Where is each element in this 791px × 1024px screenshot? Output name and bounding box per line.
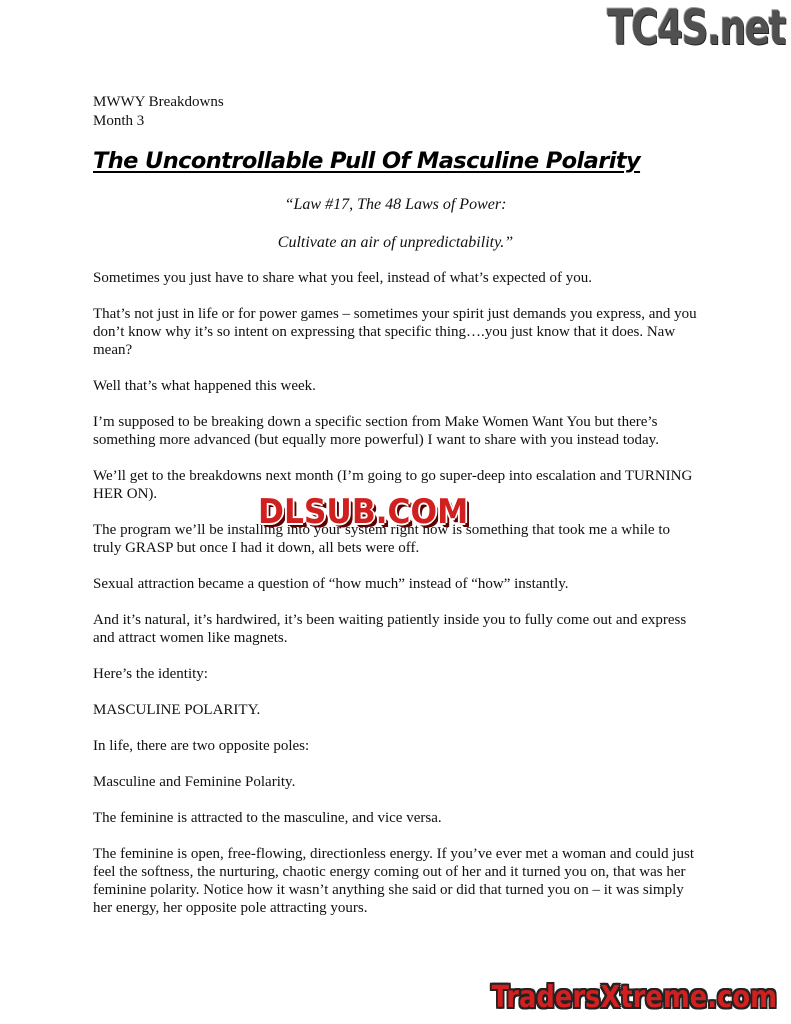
paragraph: Masculine and Feminine Polarity.	[93, 774, 296, 790]
paragraph: We’ll get to the breakdowns next month (I’m going to go super-deep into escalation and TURNING HER ON).	[93, 468, 693, 502]
document-body	[93, 269, 698, 935]
document-header	[93, 93, 224, 131]
paragraph: That’s not just in life or for power games – sometimes your spirit just demands you express, and you don’t know why it’s so intent on expressing that specific thing….you just know that it does. Naw mean?	[93, 306, 697, 358]
header-line-month: Month 3	[93, 113, 145, 129]
paragraph: The program we’ll be installing into your system right now is something that took me a while to truly GRASP but once I had it down, all bets were off.	[93, 522, 670, 556]
paragraph: Here’s the identity:	[93, 666, 208, 682]
header-line-series: MWWY Breakdowns	[93, 94, 224, 110]
document-title: The Uncontrollable Pull Of Masculine Polarity	[93, 148, 641, 174]
paragraph: I’m supposed to be breaking down a specific section from Make Women Want You but there’s something more advanced (but equally more powerful) I want to share with you instead today.	[93, 414, 659, 448]
tc4s-watermark: TC4S.net	[607, 0, 785, 56]
paragraph: Sexual attraction became a question of “how much” instead of “how” instantly.	[93, 576, 569, 592]
paragraph: The feminine is attracted to the masculine, and vice versa.	[93, 810, 442, 826]
paragraph: In life, there are two opposite poles:	[93, 738, 310, 754]
dlsub-watermark: DLSUB.COM	[258, 492, 469, 532]
tradersxtreme-watermark: TradersXtreme.com	[491, 980, 777, 1015]
paragraph: Sometimes you just have to share what you feel, instead of what’s expected of you.	[93, 270, 593, 286]
paragraph: Well that’s what happened this week.	[93, 378, 316, 394]
paragraph: MASCULINE POLARITY.	[93, 702, 261, 718]
quote-line-1: “Law #17, The 48 Laws of Power:	[284, 196, 507, 213]
quote-line-2: Cultivate an air of unpredictability.”	[277, 234, 514, 251]
paragraph: And it’s natural, it’s hardwired, it’s been waiting patiently inside you to fully come out and express and attract women like magnets.	[93, 612, 687, 646]
paragraph: The feminine is open, free-flowing, directionless energy. If you’ve ever met a woman and could just feel the softness, the nurturing, chaotic energy coming out of her and it turned you on, that was her feminine polarity. Notice how it wasn’t anything she said or did that turned you on – it was simply her energy, her opposite pole attracting yours.	[93, 846, 695, 916]
